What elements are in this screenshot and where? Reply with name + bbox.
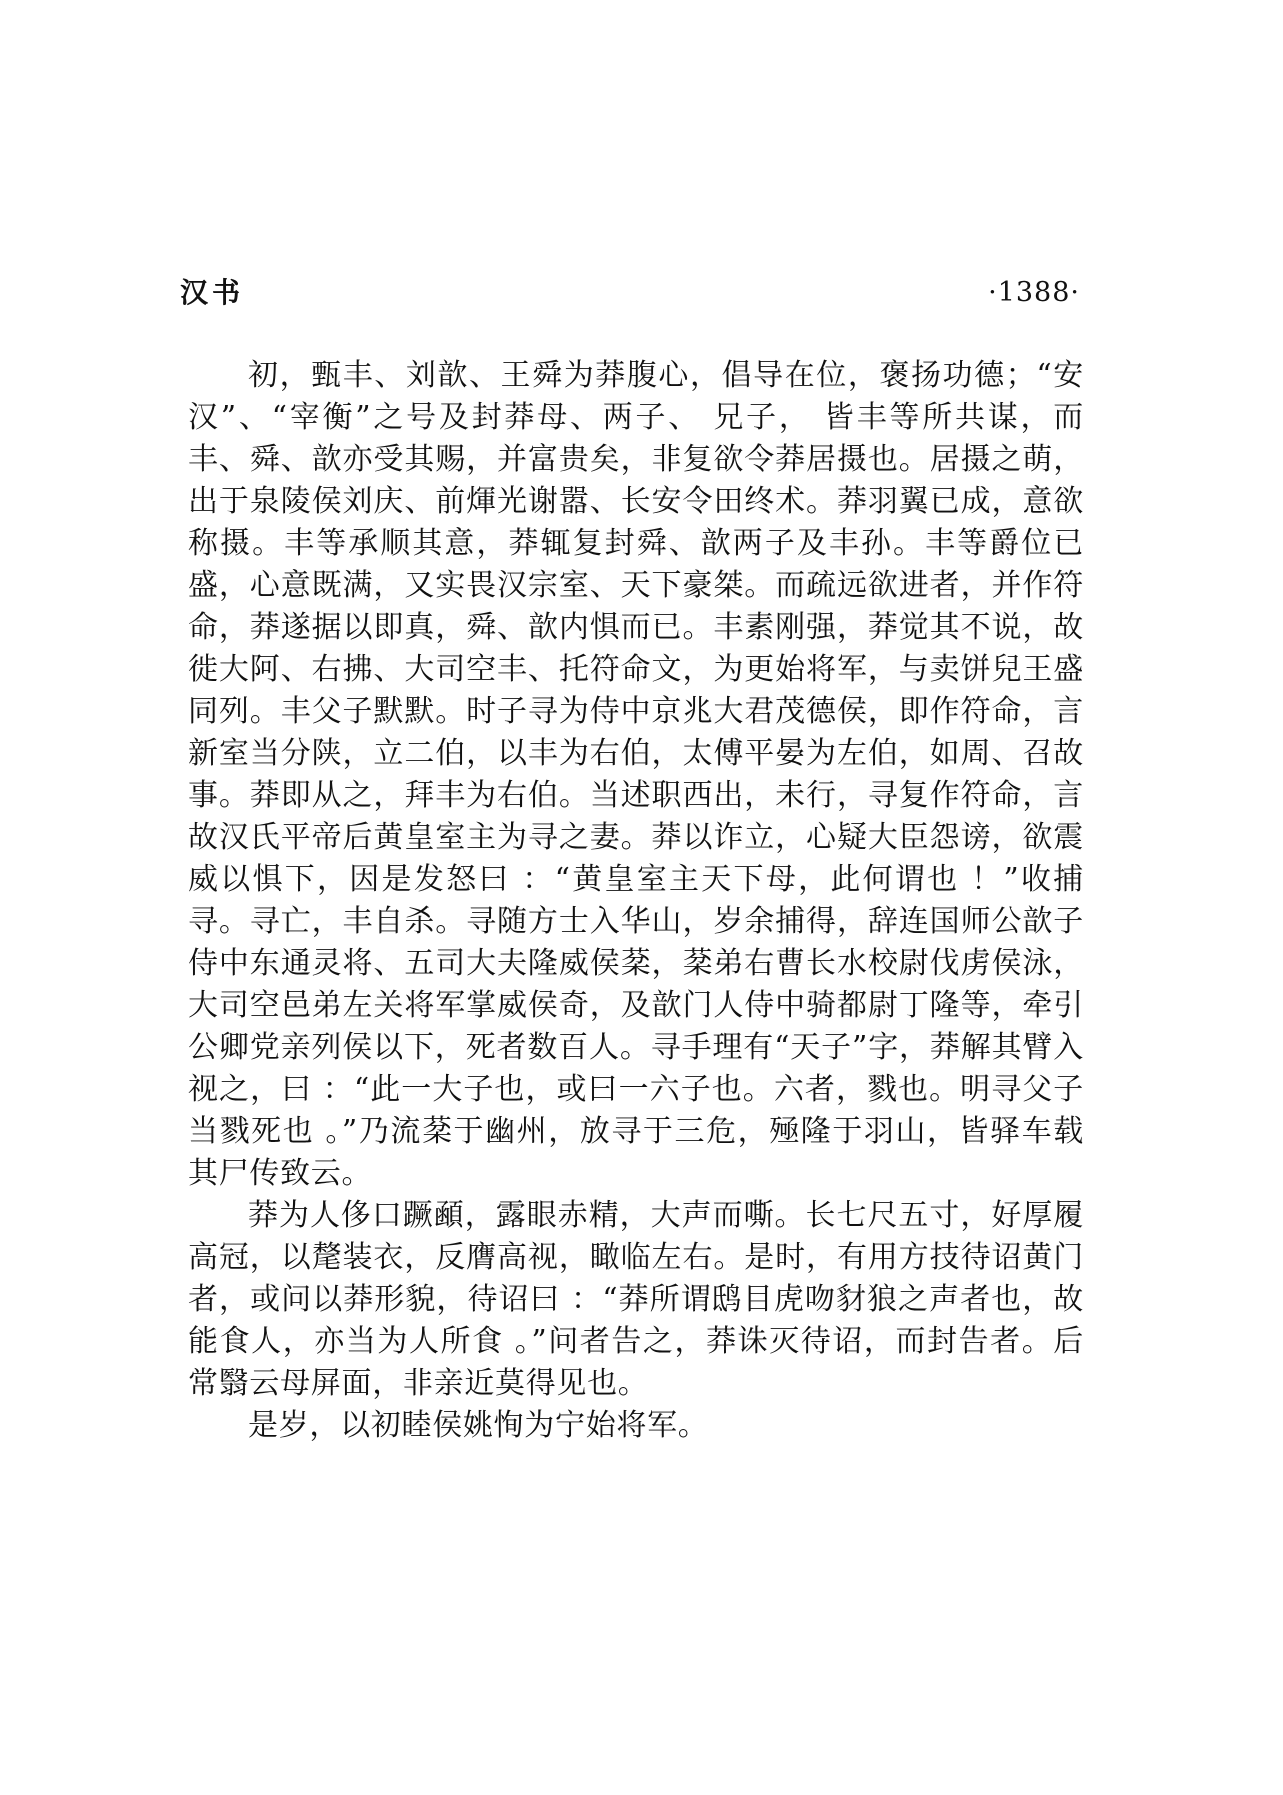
body-text <box>188 355 1084 1447</box>
paragraph: 是岁，以初睦侯姚恂为宁始将军。 <box>248 1408 709 1443</box>
paragraph: 初，甄丰、刘歆、王舜为莽腹心，倡导在位，褒扬功德；“安汉”、“宰衡”之号及封莽母、两子、 兄子， 皆丰等所共谋，而丰、舜、歆亦受其赐，并富贵矣，非复欲令莽居摄也。居摄之萌，出于泉陵侯刘庆、前煇光谢嚣、长安令田终术。莽羽翼已成，意欲称摄。丰等承顺其意，莽辄复封舜、歆两子及丰孙。丰等爵位已盛，心意既满，又实畏汉宗室、天下豪桀。而疏远欲进者，并作符命，莽遂据以即真，舜、歆内惧而已。丰素刚强，莽觉其不说，故徙大阿、右拂、大司空丰、托符命文，为更始将军，与卖饼兒王盛同列。丰父子默默。时子寻为侍中京兆大君茂德侯，即作符命，言新室当分陕，立二伯，以丰为右伯，太傅平晏为左伯，如周、召故事。莽即从之，拜丰为右伯。当述职西出，未行，寻复作符命，言故汉氏平帝后黄皇室主为寻之妻。莽以诈立，心疑大臣怨谤，欲震威以惧下，因是发怒曰 ：“黄皇室主天下母，此何谓也 ！”收捕寻。寻亡，丰自杀。寻随方士入华山，岁余捕得，辞连国师公歆子侍中东通灵将、五司大夫隆威侯棻，棻弟右曹长水校尉伐虏侯泳，大司空邑弟左关将军掌威侯奇，及歆门人侍中骑都尉丁隆等，牵引公卿党亲列侯以下，死者数百人。寻手理有“天子”字，莽解其臂入视之，曰 ：“此一大子也，或曰一六子也。六者，戮也。明寻父子当戮死也 。”乃流棻于幽州，放寻于三危，殛隆于羽山，皆驿车载其尸传致云。 <box>188 358 1084 1191</box>
paragraph: 莽为人侈口蹶顄，露眼赤精，大声而嘶。长七尺五寸，好厚履高冠，以氂装衣，反膺高视，瞰临左右。是时，有用方技待诏黄门者，或问以莽形貌，待诏曰 ：“莽所谓鸱目虎吻豺狼之声者也，故能食人，亦当为人所食 。”问者告之，莽诛灭待诏，而封告者。后常翳云母屏面，非亲近莫得见也。 <box>188 1198 1084 1401</box>
page-number: ·1388· <box>988 277 1080 308</box>
running-head <box>180 270 1080 316</box>
book-title: 汉书 <box>180 276 245 309</box>
